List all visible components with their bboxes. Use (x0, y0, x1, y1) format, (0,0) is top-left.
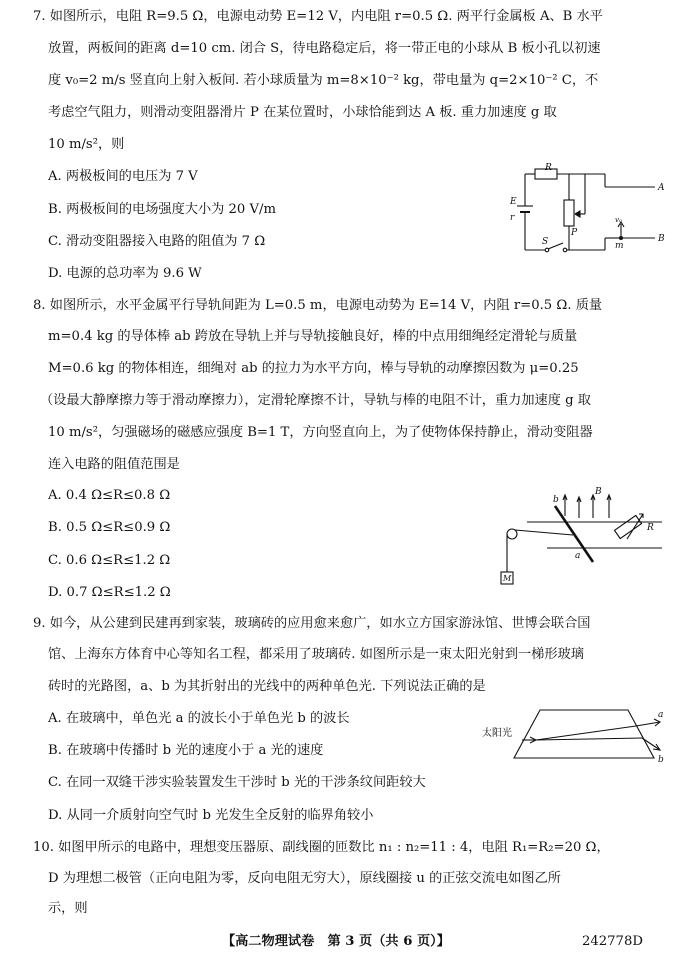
q9-line-1: 9. 如今，从公建到民建再到家装，玻璃砖的应用愈来愈广，如水立方国家游泳馆、世博会联合国 (33, 616, 591, 631)
q8-label-a: a (575, 551, 581, 561)
q9-label-sunlight: 太阳光 (482, 728, 512, 739)
q8-label-B: B (595, 487, 602, 497)
q8-line-4: （设最大静摩擦力等于滑动摩擦力），定滑轮摩擦不计，导轨与棒的电阻不计，重力加速度 g 取 (40, 393, 591, 408)
q8-option-a[interactable]: A. 0.4 Ω≤R≤0.8 Ω (48, 488, 171, 503)
q8-option-b[interactable]: B. 0.5 Ω≤R≤0.9 Ω (48, 520, 171, 535)
q10-line-2: D 为理想二极管（正向电阻为零，反向电阻无穷大），原线圈接 u 的正弦交流电如图乙所 (48, 871, 561, 886)
q7-line-3: 度 v₀=2 m/s 竖直向上射入板间. 若小球质量为 m=8×10⁻² kg，带电量为 q=2×10⁻² C，不 (48, 73, 599, 88)
q7-label-A: A (658, 183, 665, 193)
q9-label-a: a (658, 710, 664, 720)
q8-option-d[interactable]: D. 0.7 Ω≤R≤1.2 Ω (48, 585, 171, 600)
q7-line-2: 放置，两板间的距离 d=10 cm. 闭合 S，待电路稳定后，将一带正电的小球从 B 板小孔以初速 (48, 41, 601, 56)
q8-label-R: R (647, 523, 654, 533)
q8-line-6: 连入电路的阻值范围是 (48, 457, 180, 472)
q9-label-b: b (658, 755, 664, 765)
q7-line-5: 10 m/s²，则 (48, 137, 125, 152)
q8-label-M: M (503, 574, 512, 583)
q7-line-1: 7. 如图所示，电阻 R=9.5 Ω，电源电动势 E=12 V，内电阻 r=0.5 Ω. 两平行金属板 A、B 水平 (33, 9, 603, 24)
q9-option-d[interactable]: D. 从同一介质射向空气时 b 光发生全反射的临界角较小 (48, 808, 374, 823)
q9-option-b[interactable]: B. 在玻璃中传播时 b 光的速度小于 a 光的速度 (48, 743, 324, 758)
q8-line-1: 8. 如图所示，水平金属平行导轨间距为 L=0.5 m，电源电动势为 E=14 V，内阻 r=0.5 Ω. 质量 (33, 298, 603, 313)
q7-line-4: 考虑空气阻力，则滑动变阻器滑片 P 在某位置时，小球恰能到达 A 板. 重力加速度 g 取 (48, 105, 557, 120)
q7-option-b[interactable]: B. 两极板间的电场强度大小为 20 V/m (48, 202, 276, 217)
q8-rails-figure (497, 484, 667, 593)
q7-label-S: S (542, 237, 549, 247)
q8-label-b: b (553, 495, 559, 505)
q10-line-3: 示，则 (48, 901, 88, 916)
q7-label-R: R (545, 163, 552, 173)
q8-line-3: M=0.6 kg 的物体相连，细绳对 ab 的拉力为水平方向，棒与导轨的动摩擦因数为 μ=0.25 (48, 361, 579, 376)
q8-option-c[interactable]: C. 0.6 Ω≤R≤1.2 Ω (48, 553, 171, 568)
q9-glass-figure (478, 702, 668, 776)
footer-code: 242778D (582, 934, 643, 949)
q9-line-3: 砖时的光路图，a、b 为其折射出的光线中的两种单色光. 下列说法正确的是 (48, 679, 486, 694)
q9-option-a[interactable]: A. 在玻璃中，单色光 a 的波长小于单色光 b 的波长 (48, 711, 350, 726)
footer-title: 【高二物理试卷 第 3 页（共 6 页）】 (222, 934, 450, 949)
q7-option-c[interactable]: C. 滑动变阻器接入电路的阻值为 7 Ω (48, 234, 266, 249)
q8-line-5: 10 m/s²，匀强磁场的磁感应强度 B=1 T，方向竖直向上，为了使物体保持静止，滑动变阻器 (48, 425, 593, 440)
q9-option-c[interactable]: C. 在同一双缝干涉实验装置发生干涉时 b 光的干涉条纹间距较大 (48, 775, 426, 790)
q7-label-r: r (510, 213, 515, 223)
q9-line-2: 馆、上海东方体育中心等知名工程，都采用了玻璃砖. 如图所示是一束太阳光射到一梯形玻璃 (48, 647, 584, 662)
q7-option-a[interactable]: A. 两极板间的电压为 7 V (48, 169, 198, 184)
q7-label-m: m (615, 241, 624, 251)
q7-circuit-figure (505, 162, 665, 266)
q8-line-2: m=0.4 kg 的导体棒 ab 跨放在导轨上并与导轨接触良好，棒的中点用细绳经定滑轮与质量 (48, 329, 578, 344)
q7-label-v0: v₀ (615, 216, 622, 224)
q7-option-d[interactable]: D. 电源的总功率为 9.6 W (48, 266, 202, 281)
q7-label-P: P (571, 228, 578, 238)
q7-label-E: E (510, 197, 517, 207)
q7-label-B: B (658, 234, 665, 244)
q10-line-1: 10. 如图甲所示的电路中，理想变压器原、副线圈的匝数比 n₁ : n₂=11 : 4，电阻 R₁=R₂=20 Ω， (33, 840, 610, 855)
